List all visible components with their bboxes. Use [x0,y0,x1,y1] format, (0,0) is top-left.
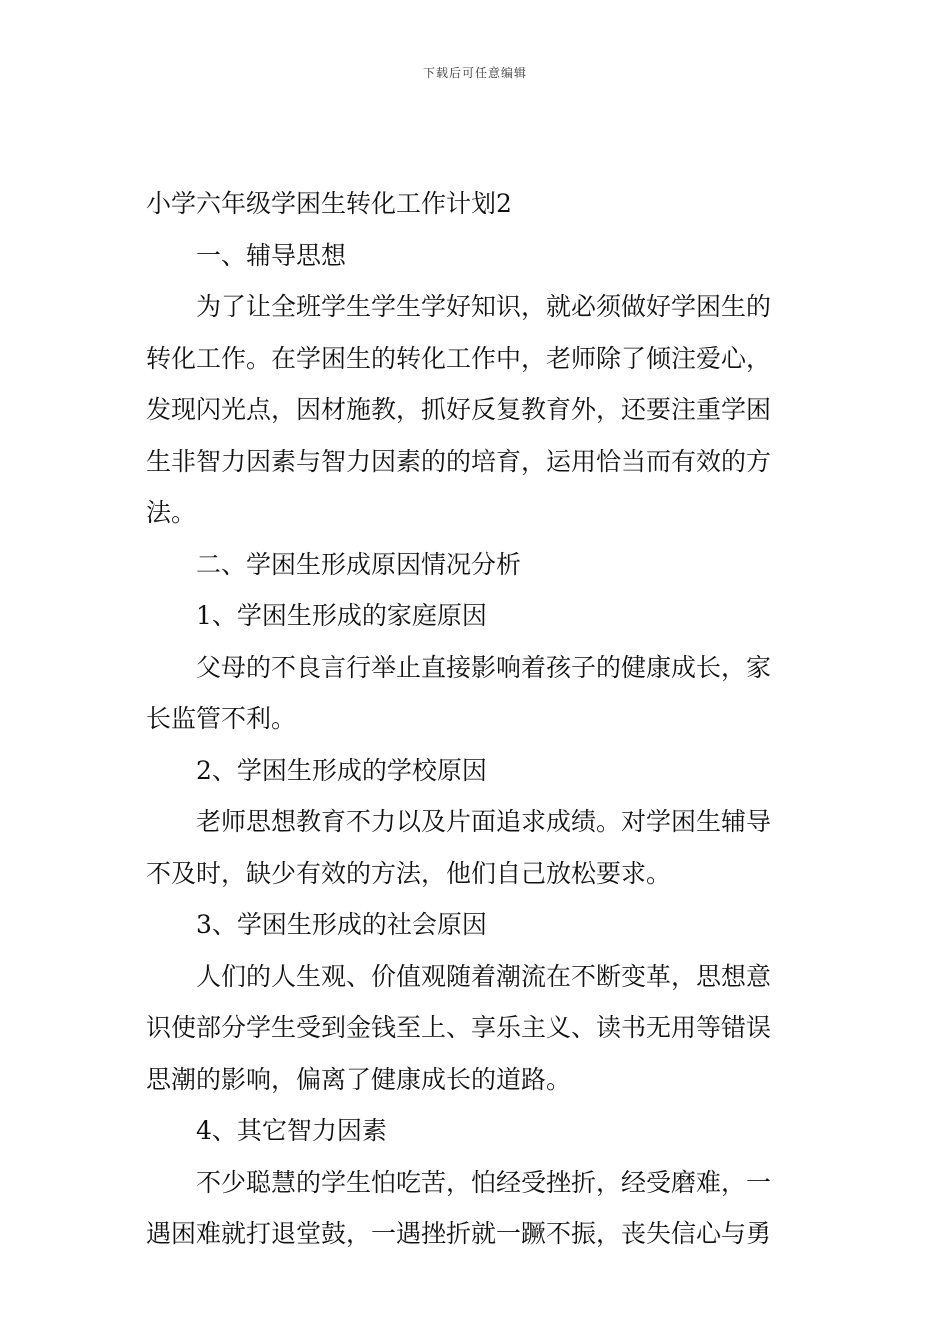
subsection-heading: 4、其它智力因素 [196,1116,387,1145]
paragraph-line: 识使部分学生受到金钱至上、享乐主义、读书无用等错误 [146,1013,772,1042]
subsection-heading: 3、学困生形成的社会原因 [196,910,487,939]
paragraph-line: 长监管不利。 [146,704,297,733]
paragraph-line: 思潮的影响，偏离了健康成长的道路。 [146,1064,572,1094]
paragraph-line: 转化工作。在学困生的转化工作中，老师除了倾注爱心， [146,343,772,373]
paragraph-line: 不少聪慧的学生怕吃苦，怕经受挫折，经受磨难，一 [196,1167,772,1197]
paragraph-line: 遇困难就打退堂鼓，一遇挫折就一蹶不振，丧失信心与勇 [146,1219,772,1248]
document-body [146,178,812,1260]
header-note: 下载后可任意编辑 [422,66,527,80]
paragraph-line: 生非智力因素与智力因素的的培育，运用恰当而有效的方 [146,446,772,476]
paragraph-line: 法。 [146,498,197,527]
section-heading: 一、辅导思想 [196,240,347,270]
paragraph-line: 父母的不良言行举止直接影响着孩子的健康成长，家 [196,652,772,682]
paragraph-line: 不及时，缺少有效的方法，他们自己放松要求。 [146,858,672,888]
paragraph-line: 人们的人生观、价值观随着潮流在不断变革，思想意 [196,961,772,991]
paragraph-line: 为了让全班学生学生学好知识，就必须做好学困生的 [196,292,772,321]
subsection-heading: 1、学困生形成的家庭原因 [196,601,487,630]
subsection-heading: 2、学困生形成的学校原因 [196,755,487,785]
doc-title: 小学六年级学困生转化工作计划2 [146,189,512,218]
section-heading: 二、学困生形成原因情况分析 [196,549,522,579]
paragraph-line: 发现闪光点，因材施教，抓好反复教育外，还要注重学困 [146,395,772,424]
paragraph-line: 老师思想教育不力以及片面追求成绩。对学困生辅导 [196,807,772,836]
